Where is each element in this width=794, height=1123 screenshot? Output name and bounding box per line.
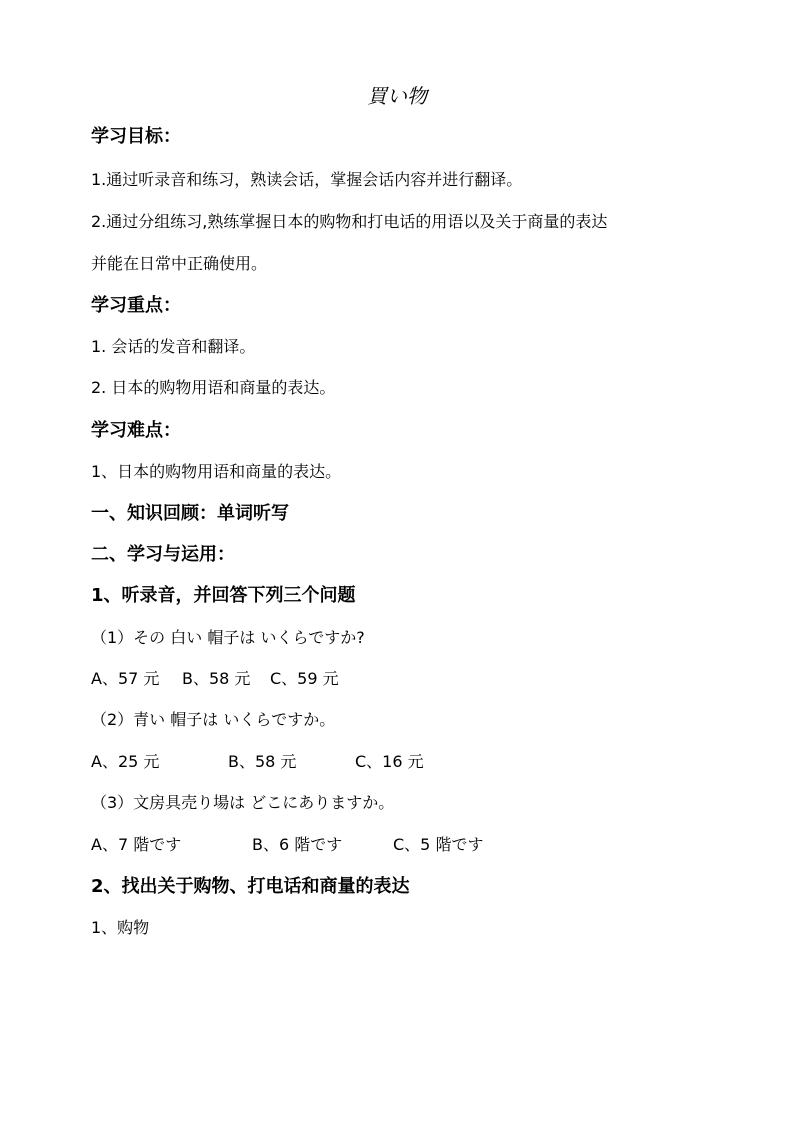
question-2-option-c: C、16 元 — [355, 752, 424, 771]
key-points-item-1: 1. 会话的发音和翻译。 — [91, 337, 256, 356]
question-3-option-b: B、6 階です — [252, 835, 343, 854]
difficulties-heading: 学习难点： — [91, 420, 181, 441]
question-1-option-a: A、57 元 — [91, 669, 160, 688]
listening-heading: 1、听录音，并回答下列三个问题 — [91, 585, 356, 606]
expressions-item-1: 1、购物 — [91, 918, 150, 937]
key-points-item-2: 2. 日本的购物用语和商量的表达。 — [91, 378, 336, 397]
objectives-item-2-line-2: 并能在日常中正确使用。 — [91, 254, 268, 273]
question-1-option-c: C、59 元 — [270, 669, 339, 688]
key-points-heading: 学习重点： — [91, 295, 181, 316]
part1-heading: 一、知识回顾：单词听写 — [91, 503, 289, 524]
question-3: （3）文房具売り場は どこにありますか。 — [91, 793, 395, 812]
question-2-options — [91, 754, 424, 770]
question-3-options — [91, 837, 483, 853]
question-2-option-b: B、58 元 — [228, 752, 297, 771]
question-3-option-a: A、7 階です — [91, 835, 182, 854]
expressions-heading: 2、找出关于购物、打电话和商量的表达 — [91, 876, 410, 897]
objectives-item-2-line-1: 2.通过分组练习,熟练掌握日本的购物和打电话的用语以及关于商量的表达 — [91, 212, 608, 231]
question-2: （2）青い 帽子は いくらですか。 — [91, 710, 336, 729]
question-1: （1）その 白い 帽子は いくらですか? — [91, 628, 365, 647]
part2-heading: 二、学习与运用： — [91, 544, 235, 565]
question-1-options — [91, 671, 339, 687]
document-title: 買い物 — [367, 84, 427, 108]
difficulties-item-1: 1、日本的购物用语和商量的表达。 — [91, 462, 342, 481]
question-1-option-b: B、58 元 — [182, 669, 251, 688]
question-3-option-c: C、5 階です — [393, 835, 484, 854]
objectives-heading: 学习目标： — [91, 126, 181, 147]
objectives-item-1: 1.通过听录音和练习，熟读会话，掌握会话内容并进行翻译。 — [91, 170, 523, 189]
question-2-option-a: A、25 元 — [91, 752, 160, 771]
